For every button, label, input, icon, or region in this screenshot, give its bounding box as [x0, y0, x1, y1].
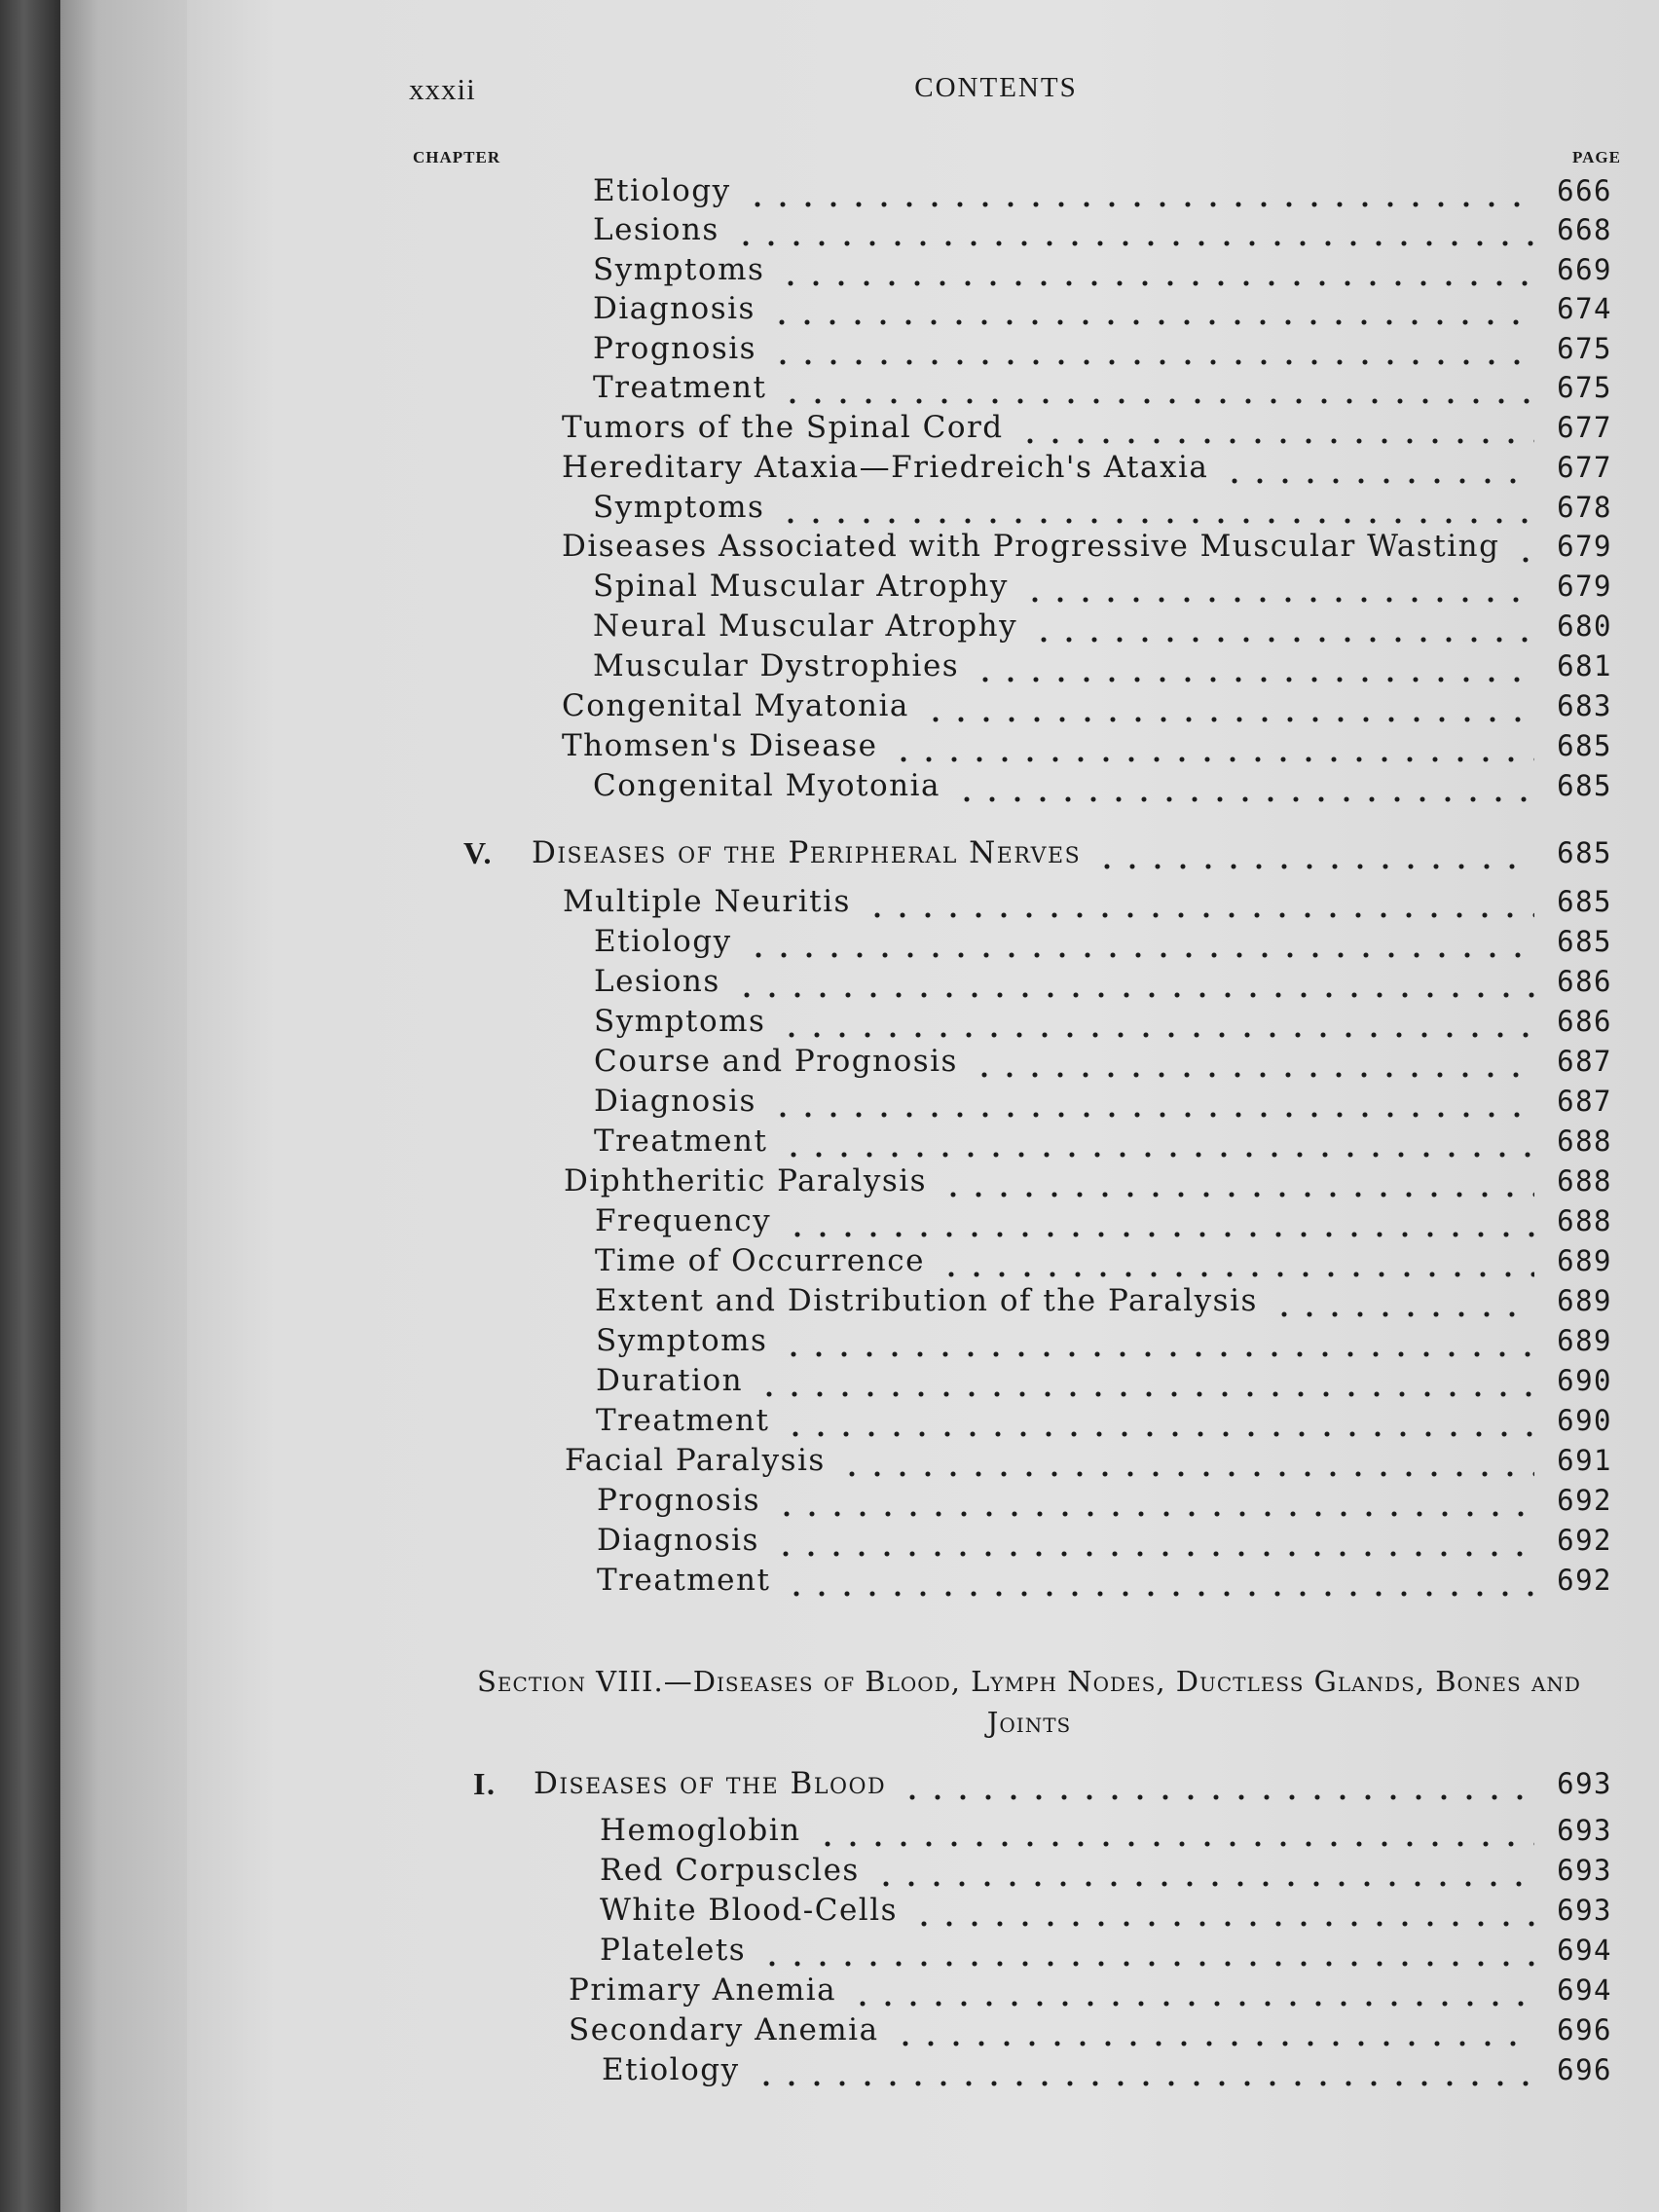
page-column-label: PAGE — [1572, 148, 1621, 166]
toc-entry: Treatment 692 — [597, 1563, 1612, 1598]
toc-entry: Time of Occurrence 689 — [595, 1243, 1612, 1278]
toc-entry: Tumors of the Spinal Cord 677 — [562, 410, 1612, 445]
book-page — [187, 0, 1659, 2212]
toc-entry: Secondary Anemia 696 — [569, 2012, 1612, 2047]
page-edge-stack — [60, 0, 189, 2212]
toc-entry: Symptoms 689 — [596, 1323, 1612, 1358]
toc-entry: Congenital Myotonia 685 — [593, 768, 1612, 803]
toc-entry: Symptoms 669 — [593, 252, 1612, 287]
book-binding — [0, 0, 60, 2212]
toc-entry: Etiology 696 — [602, 2052, 1612, 2087]
toc-entry: Symptoms 678 — [593, 490, 1612, 525]
toc-entry: Spinal Muscular Atrophy 679 — [593, 569, 1612, 604]
toc-entry: Platelets 694 — [600, 1933, 1612, 1968]
toc-entry: Diagnosis 674 — [593, 291, 1612, 326]
toc-entry: Frequency 688 — [595, 1203, 1612, 1238]
toc-entry: White Blood-Cells 693 — [600, 1893, 1612, 1928]
running-title: CONTENTS — [914, 72, 1078, 103]
toc-entry: Facial Paralysis 691 — [565, 1443, 1612, 1478]
toc-entry: Primary Anemia 694 — [569, 1972, 1612, 2008]
toc-entry: Etiology 685 — [594, 924, 1612, 959]
toc-entry: Diseases Associated with Progressive Muscular Wasting 679 — [562, 529, 1612, 564]
toc-entry: Treatment 688 — [594, 1124, 1612, 1159]
chapter-column-label: CHAPTER — [413, 148, 501, 166]
toc-entry: Red Corpuscles 693 — [600, 1853, 1612, 1888]
toc-entry: Diagnosis 692 — [597, 1523, 1612, 1558]
section-heading — [411, 1661, 1647, 1743]
chapter-heading: V. Diseases of the Peripheral Nerves 685 — [463, 835, 1612, 870]
section-heading-line-2: Joints — [986, 1706, 1072, 1739]
toc-entry: Lesions 668 — [593, 212, 1612, 247]
toc-entry: Prognosis 692 — [597, 1483, 1612, 1518]
toc-entry: Duration 690 — [596, 1363, 1612, 1398]
page-folio: xxxii — [409, 72, 476, 106]
toc-entry: Lesions 686 — [594, 964, 1612, 999]
toc-entry: Muscular Dystrophies 681 — [593, 648, 1612, 683]
toc-entry: Treatment 690 — [596, 1403, 1612, 1438]
toc-entry: Multiple Neuritis 685 — [563, 884, 1612, 919]
toc-entry: Prognosis 675 — [593, 331, 1612, 366]
running-head — [187, 72, 1659, 111]
chapter-heading: I. Diseases of the Blood 693 — [473, 1766, 1612, 1801]
toc-entry: Extent and Distribution of the Paralysis 689 — [595, 1283, 1612, 1318]
toc-entry: Congenital Myatonia 683 — [562, 688, 1612, 723]
toc-entry: Diphtheritic Paralysis 688 — [564, 1163, 1612, 1198]
section-heading-line-1: Section VIII.—Diseases of Blood, Lymph Nodes, Ductless Glands, Bones and — [477, 1665, 1581, 1698]
toc-entry: Symptoms 686 — [594, 1004, 1612, 1039]
toc-entry: Thomsen's Disease 685 — [562, 728, 1612, 763]
toc-entry: Treatment 675 — [593, 370, 1612, 405]
toc-entry: Diagnosis 687 — [594, 1084, 1612, 1119]
toc-entry: Neural Muscular Atrophy 680 — [593, 608, 1612, 644]
toc-entry: Hereditary Ataxia—Friedreich's Ataxia 677 — [562, 450, 1612, 485]
toc-entry: Hemoglobin 693 — [600, 1813, 1612, 1848]
toc-entry: Etiology 666 — [593, 173, 1612, 208]
toc-entry: Course and Prognosis 687 — [594, 1044, 1612, 1079]
